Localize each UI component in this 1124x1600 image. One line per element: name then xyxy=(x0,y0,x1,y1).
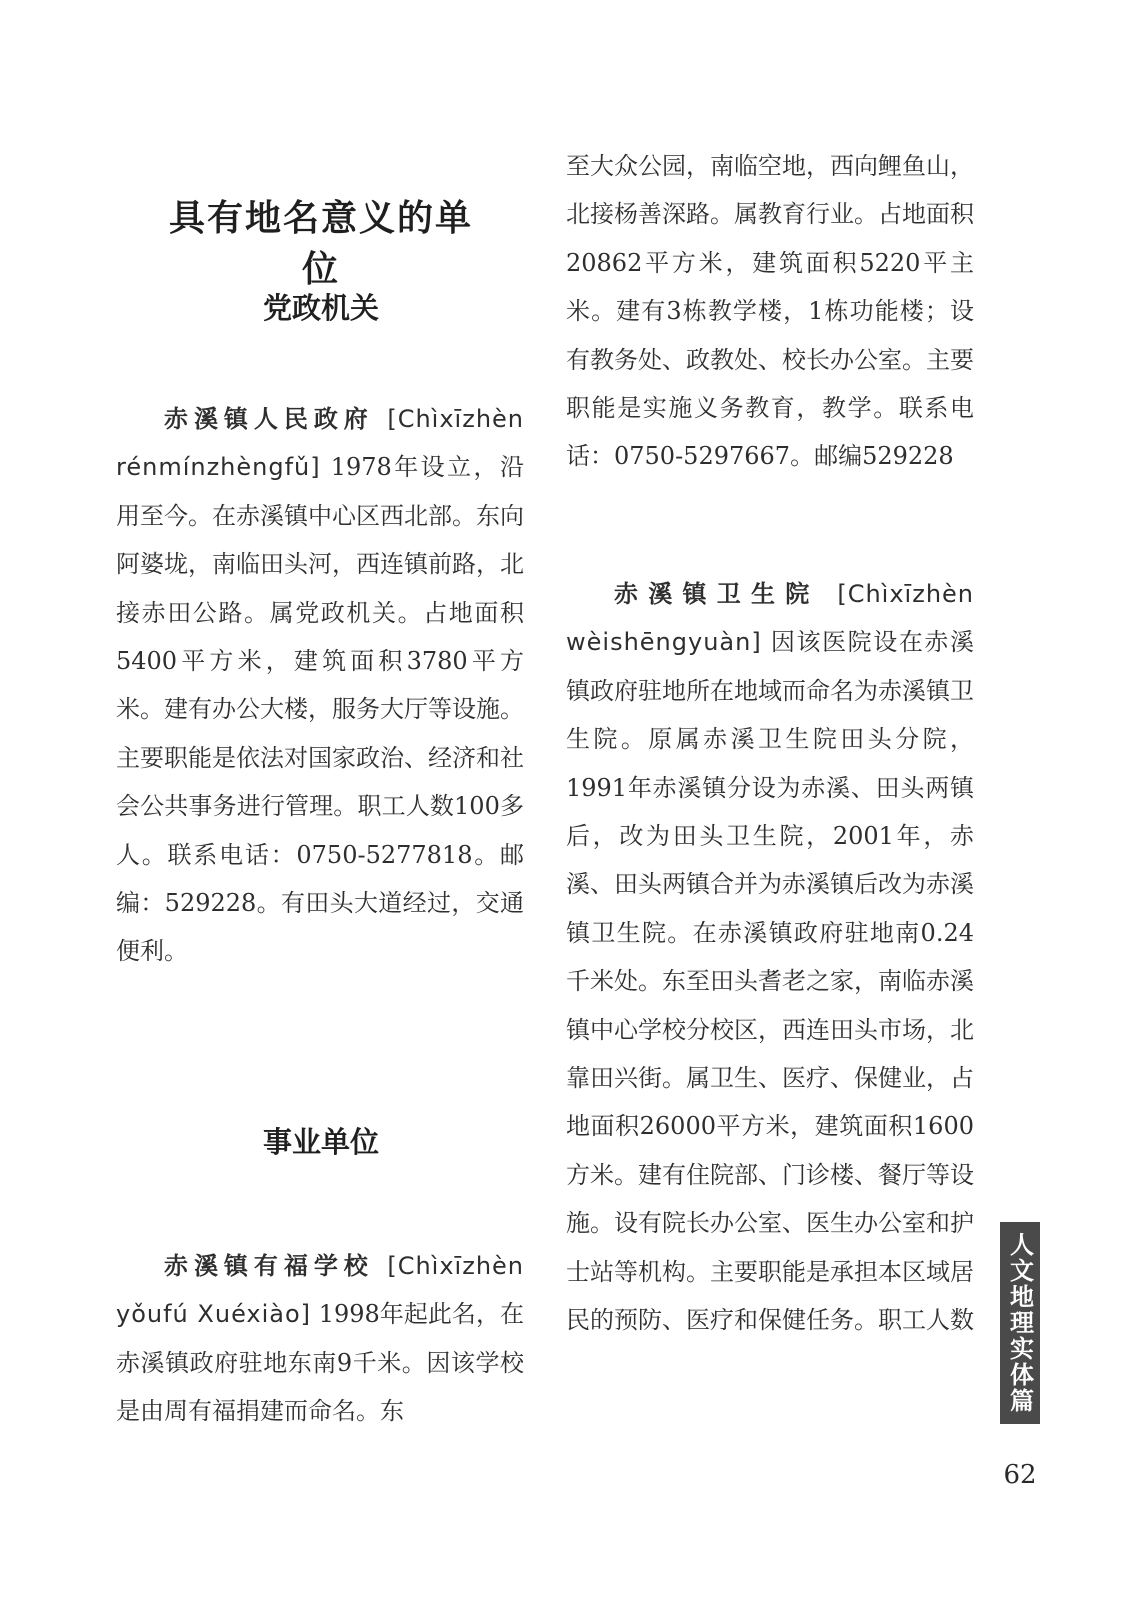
entry-name: 赤溪镇有福学校 xyxy=(164,1251,374,1280)
entry-text: 1978年设立，沿用至今。在赤溪镇中心区西北部。东向阿婆垅，南临田头河，西连镇前路，北接赤田公路。属党政机关。占地面积5400平方米，建筑面积3780平方米。建有办公大楼，服务大厅等设施。主要职能是依法对国家政治、经济和社会公共事务进行管理。职工人数100多人。联系电话：0750-5277818。邮编：529228。有田头大道经过，交通便利。 xyxy=(116,453,524,966)
entry-chixi-town-government xyxy=(116,395,524,976)
section-heading-party-government: 党政机关 xyxy=(262,291,379,325)
page-number: 62 xyxy=(1003,1460,1037,1490)
chapter-side-tab xyxy=(1000,1222,1040,1424)
entry-chixi-health-center xyxy=(566,570,974,1345)
entry-pinyin: [Chìxīzhèn rénmínzhèngfǔ] xyxy=(116,405,524,482)
entry-pinyin: [Chìxīzhèn wèishēngyuàn] xyxy=(566,580,974,657)
entry-text: 因该医院设在赤溪镇政府驻地所在地域而命名为赤溪镇卫生院。原属赤溪卫生院田头分院，1991年赤溪镇分设为赤溪、田头两镇后，改为田头卫生院，2001年，赤溪、田头两镇合并为赤溪镇后改为赤溪镇卫生院。在赤溪镇政府驻地南0.24千米处。东至田头耆老之家，南临赤溪镇中心学校分校区，西连田头市场，北靠田兴街。属卫生、医疗、保健业，占地面积26000平方米，建筑面积1600方米。建有住院部、门诊楼、餐厅等设施。设有院长办公室、医生办公室和护士站等机构。主要职能是承担本区域居民的预防、医疗和保健任务。职工人数 xyxy=(566,628,974,1335)
page-title: 具有地名意义的单位 xyxy=(168,197,473,290)
entry-name: 赤溪镇卫生院 xyxy=(614,579,820,608)
entry-text: 1998年起此名，在赤溪镇政府驻地东南9千米。因该学校是由周有福捐建而命名。东 xyxy=(116,1300,524,1426)
chapter-side-tab-label: 人文地理实体篇 xyxy=(1005,1232,1035,1414)
entry-name: 赤溪镇人民政府 xyxy=(164,404,374,433)
entry-pinyin: [Chìxīzhèn yǒufú Xuéxiào] xyxy=(116,1252,524,1329)
entry-youfu-school xyxy=(116,1242,524,1436)
entry-youfu-school-continued: 至大众公园，南临空地，西向鲤鱼山，北接杨善深路。属教育行业。占地面积20862平方米，建筑面积5220平主米。建有3栋教学楼，1栋功能楼；设有教务处、政教处、校长办公室。主要职能是实施义务教育，教学。联系电话：0750-5297667。邮编529228 xyxy=(566,152,974,471)
section-heading-public-institutions: 事业单位 xyxy=(262,1125,379,1159)
